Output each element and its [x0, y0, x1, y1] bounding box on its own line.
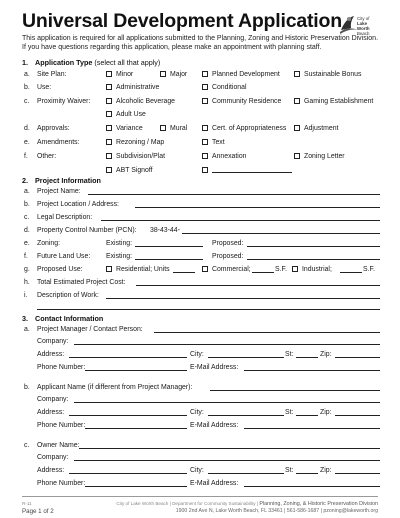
- footer-page-number: Page 1 of 2: [22, 508, 54, 515]
- contact-1-zip-field[interactable]: [335, 415, 380, 416]
- contact-2-address-field[interactable]: [69, 473, 187, 474]
- city-logo: [338, 10, 380, 38]
- svg-text:Beach: Beach: [357, 31, 370, 36]
- section-1-title: Application Type: [35, 58, 93, 67]
- checkbox[interactable]: [106, 167, 112, 173]
- checkbox[interactable]: [294, 153, 300, 159]
- section-3-title: Contact Information: [35, 314, 104, 323]
- app-type-row-site-plan: a. Site Plan: Minor Major Planned Development Sustainable Bonus: [24, 71, 362, 78]
- commercial-sf-field[interactable]: [252, 272, 274, 273]
- option-industrial[interactable]: Industrial;: [292, 264, 332, 275]
- option-other-blank[interactable]: [202, 165, 292, 176]
- checkbox[interactable]: [160, 71, 166, 77]
- option-abt-signoff[interactable]: ABT Signoff: [106, 165, 153, 176]
- footer-department: City of Lake Worth Beach | Department for Community Sustainability | Planning, Zoning, & Historic Preservation Division: [116, 501, 378, 507]
- checkbox[interactable]: [106, 125, 112, 131]
- contact-0-email-field[interactable]: [244, 370, 380, 371]
- app-type-row-proximity-waiver: c. Proximity Waiver: Alcoholic Beverage Community Residence Gaming Establishment: [24, 98, 374, 105]
- section-2-title: Project Information: [35, 176, 101, 185]
- option-cert-of-appropriateness[interactable]: Cert. of Appropriateness: [202, 123, 286, 134]
- app-type-row-adult-use: [24, 109, 380, 120]
- option-variance[interactable]: Variance: [106, 123, 143, 134]
- contact-2-city-field[interactable]: [208, 473, 284, 474]
- checkbox[interactable]: [202, 167, 208, 173]
- pcn-field[interactable]: [182, 233, 380, 234]
- description-of-work-row: i. Description of Work:: [24, 290, 380, 301]
- contact-1-company-field[interactable]: [74, 402, 380, 403]
- contact-0-heading-row: a. Project Manager / Contact Person:: [24, 324, 380, 335]
- checkbox[interactable]: [294, 71, 300, 77]
- app-type-row-amendments: e. Amendments: Rezoning / Map Text: [24, 139, 225, 146]
- project-cost-field[interactable]: [136, 285, 380, 286]
- contact-0-zip-field[interactable]: [335, 357, 380, 358]
- checkbox[interactable]: [294, 98, 300, 104]
- svg-text:Worth: Worth: [357, 26, 370, 31]
- option-adjustment[interactable]: Adjustment: [294, 123, 338, 134]
- contact-1-company-row: Company:: [37, 394, 380, 405]
- checkbox[interactable]: [106, 139, 112, 145]
- legal-description-field[interactable]: [101, 220, 380, 221]
- description-of-work-line-2[interactable]: [37, 309, 380, 310]
- option-annexation[interactable]: Annexation: [202, 151, 246, 162]
- contact-2-heading-row: c. Owner Name:: [24, 440, 380, 451]
- contact-2-email-field[interactable]: [244, 486, 380, 487]
- footer-revision: R-11: [22, 501, 32, 506]
- contact-2-phone-row: Phone Number: E-Mail Address:: [37, 478, 380, 489]
- description-of-work-field[interactable]: [106, 298, 380, 299]
- contact-2-phone-field[interactable]: [85, 486, 187, 487]
- city-logo-icon: [338, 10, 380, 38]
- project-cost-row: h. Total Estimated Project Cost:: [24, 277, 380, 288]
- contact-1-phone-row: Phone Number: E-Mail Address:: [37, 420, 380, 431]
- page-title: Universal Development Application: [22, 10, 342, 32]
- option-commercial[interactable]: Commercial;: [202, 264, 251, 275]
- app-type-row-use: b. Use: Administrative Conditional: [24, 84, 247, 91]
- contact-2-zip-field[interactable]: [335, 473, 380, 474]
- footer-contact: 1900 2nd Ave N, Lake Worth Beach, FL 33461 | 561-586-1687 | pzoning@lakeworth.org: [175, 508, 378, 514]
- contact-1-phone-field[interactable]: [85, 428, 187, 429]
- contact-2-company-row: Company:: [37, 452, 380, 463]
- contact-0-phone-row: Phone Number: E-Mail Address:: [37, 362, 380, 373]
- other-blank-line[interactable]: [212, 172, 292, 173]
- checkbox[interactable]: [202, 84, 208, 90]
- checkbox[interactable]: [202, 139, 208, 145]
- option-administrative[interactable]: Administrative: [106, 82, 159, 93]
- contact-1-name-field[interactable]: [210, 390, 380, 391]
- option-subdivision-plat[interactable]: Subdivision/Plat: [106, 151, 165, 162]
- pcn-row: d. Property Control Number (PCN): 38-43-44-: [24, 225, 380, 236]
- checkbox[interactable]: [292, 266, 298, 272]
- zoning-row: e. Zoning: Existing: Proposed:: [24, 238, 380, 249]
- intro-text: This application is required for all applications submitted to the Planning, Zoning and Historic Preservation Division. If you have questions regarding this application, please make an appointment with planning staff.: [22, 35, 379, 51]
- option-community-residence[interactable]: Community Residence: [202, 96, 281, 107]
- project-name-field[interactable]: [88, 194, 380, 195]
- zoning-proposed-field[interactable]: [247, 246, 380, 247]
- contact-0-phone-field[interactable]: [85, 370, 187, 371]
- contact-0-address-field[interactable]: [69, 357, 187, 358]
- checkbox[interactable]: [106, 266, 112, 272]
- contact-1-heading-row: b. Applicant Name (if different from Project Manager):: [24, 382, 380, 393]
- contact-1-address-field[interactable]: [69, 415, 187, 416]
- option-gaming-establishment[interactable]: Gaming Establishment: [294, 96, 373, 107]
- contact-1-address-row: Address: City: St: Zip:: [37, 407, 380, 418]
- proposed-use-row: g. Proposed Use: Residential; Units Commercial; S.F. Industrial; S.F.: [24, 266, 375, 273]
- option-minor[interactable]: Minor: [106, 69, 133, 80]
- svg-text:Lake: Lake: [357, 21, 368, 26]
- option-mural[interactable]: Mural: [160, 123, 187, 134]
- option-sustainable-bonus[interactable]: Sustainable Bonus: [294, 69, 361, 80]
- section-1-subtitle: (select all that apply): [94, 58, 161, 67]
- contact-1-state-field[interactable]: [296, 415, 318, 416]
- checkbox[interactable]: [202, 98, 208, 104]
- checkbox[interactable]: [202, 125, 208, 131]
- checkbox[interactable]: [202, 71, 208, 77]
- contact-0-city-field[interactable]: [208, 357, 284, 358]
- zoning-existing-field[interactable]: [135, 246, 203, 247]
- svg-text:City of: City of: [357, 16, 370, 21]
- section-2-heading: 2. Project Information: [22, 176, 101, 185]
- section-3-heading: 3. Contact Information: [22, 314, 104, 323]
- option-text[interactable]: Text: [202, 137, 225, 148]
- contact-0-address-row: Address: City: St: Zip:: [37, 349, 380, 360]
- flu-existing-field[interactable]: [135, 259, 203, 260]
- option-major[interactable]: Major: [160, 69, 187, 80]
- checkbox[interactable]: [106, 98, 112, 104]
- residential-units-field[interactable]: [173, 272, 195, 273]
- project-location-field[interactable]: [135, 207, 380, 208]
- contact-2-state-field[interactable]: [296, 473, 318, 474]
- section-1-heading: 1. Application Type (select all that apply): [22, 58, 161, 67]
- flu-proposed-field[interactable]: [247, 259, 380, 260]
- checkbox[interactable]: [202, 153, 208, 159]
- app-type-row-other: f. Other: Subdivision/Plat Annexation Zoning Letter: [24, 153, 345, 160]
- checkbox[interactable]: [106, 84, 112, 90]
- pcn-prefix: 38-43-44-: [150, 227, 180, 234]
- option-residential[interactable]: Residential; Units: [106, 264, 170, 275]
- checkbox[interactable]: [202, 266, 208, 272]
- option-rezoning-map[interactable]: Rezoning / Map: [106, 137, 164, 148]
- contact-0-company-field[interactable]: [74, 344, 380, 345]
- contact-2-address-row: Address: City: St: Zip:: [37, 465, 380, 476]
- option-conditional[interactable]: Conditional: [202, 82, 246, 93]
- app-type-row-abt-signoff: [24, 165, 380, 176]
- contact-0-company-row: Company:: [37, 336, 380, 347]
- contact-2-company-field[interactable]: [74, 460, 380, 461]
- checkbox[interactable]: [160, 125, 166, 131]
- footer-divider: [22, 496, 378, 497]
- industrial-sf-field[interactable]: [340, 272, 362, 273]
- checkbox[interactable]: [106, 71, 112, 77]
- option-zoning-letter[interactable]: Zoning Letter: [294, 151, 345, 162]
- checkbox[interactable]: [106, 111, 112, 117]
- contact-1-city-field[interactable]: [208, 415, 284, 416]
- option-planned-development[interactable]: Planned Development: [202, 69, 280, 80]
- contact-0-name-field[interactable]: [154, 332, 380, 333]
- legal-description-row: c. Legal Description:: [24, 212, 380, 223]
- project-name-row: a. Project Name:: [24, 186, 380, 197]
- checkbox[interactable]: [294, 125, 300, 131]
- option-alcoholic-beverage[interactable]: Alcoholic Beverage: [106, 96, 175, 107]
- project-location-row: b. Project Location / Address:: [24, 199, 380, 210]
- contact-2-name-field[interactable]: [79, 448, 380, 449]
- option-adult-use[interactable]: Adult Use: [106, 109, 146, 120]
- app-type-row-approvals: d. Approvals: Variance Mural Cert. of Appropriateness Adjustment: [24, 125, 339, 132]
- contact-1-email-field[interactable]: [244, 428, 380, 429]
- future-land-use-row: f. Future Land Use: Existing: Proposed:: [24, 251, 380, 262]
- contact-0-state-field[interactable]: [296, 357, 318, 358]
- checkbox[interactable]: [106, 153, 112, 159]
